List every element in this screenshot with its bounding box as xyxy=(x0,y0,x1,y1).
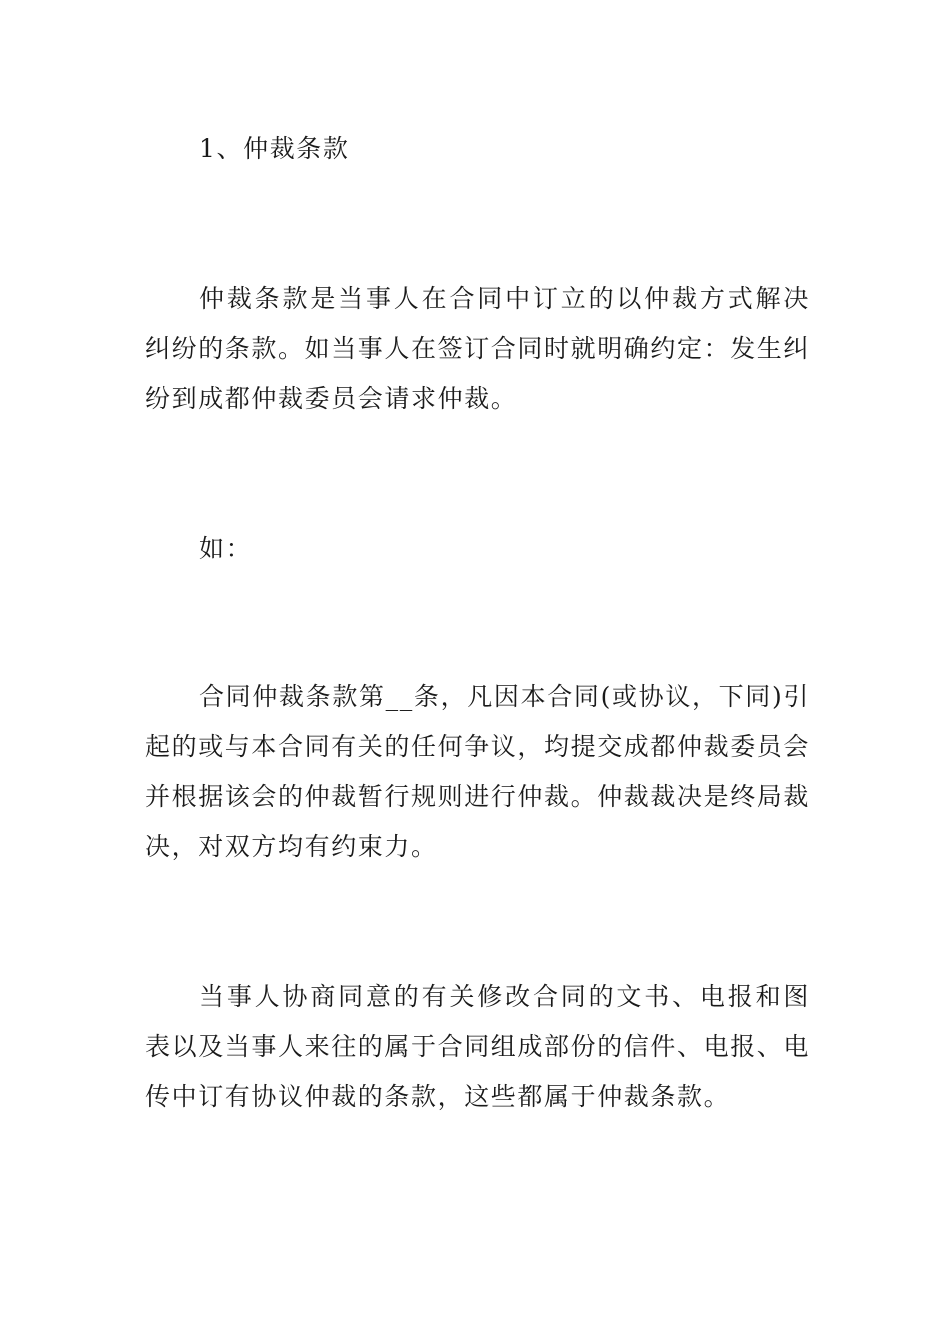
paragraph-definition: 仲裁条款是当事人在合同中订立的以仲裁方式解决纠纷的条款。如当事人在签订合同时就明确约定：发生纠纷到成都仲裁委员会请求仲裁。 xyxy=(145,284,811,413)
paragraph-example-intro: 如： xyxy=(199,534,253,563)
paragraph-clause-example: 合同仲裁条款第__条，凡因本合同(或协议，下同)引起的或与本合同有关的任何争议，均提交成都仲裁委员会并根据该会的仲裁暂行规则进行仲裁。仲裁裁决是终局裁决，对双方均有约束力。 xyxy=(145,682,811,861)
paragraph-other-forms: 当事人协商同意的有关修改合同的文书、电报和图表以及当事人来往的属于合同组成部份的信件、电报、电传中订有协议仲裁的条款，这些都属于仲裁条款。 xyxy=(145,982,811,1111)
section-heading: 1、仲裁条款 xyxy=(199,134,350,163)
